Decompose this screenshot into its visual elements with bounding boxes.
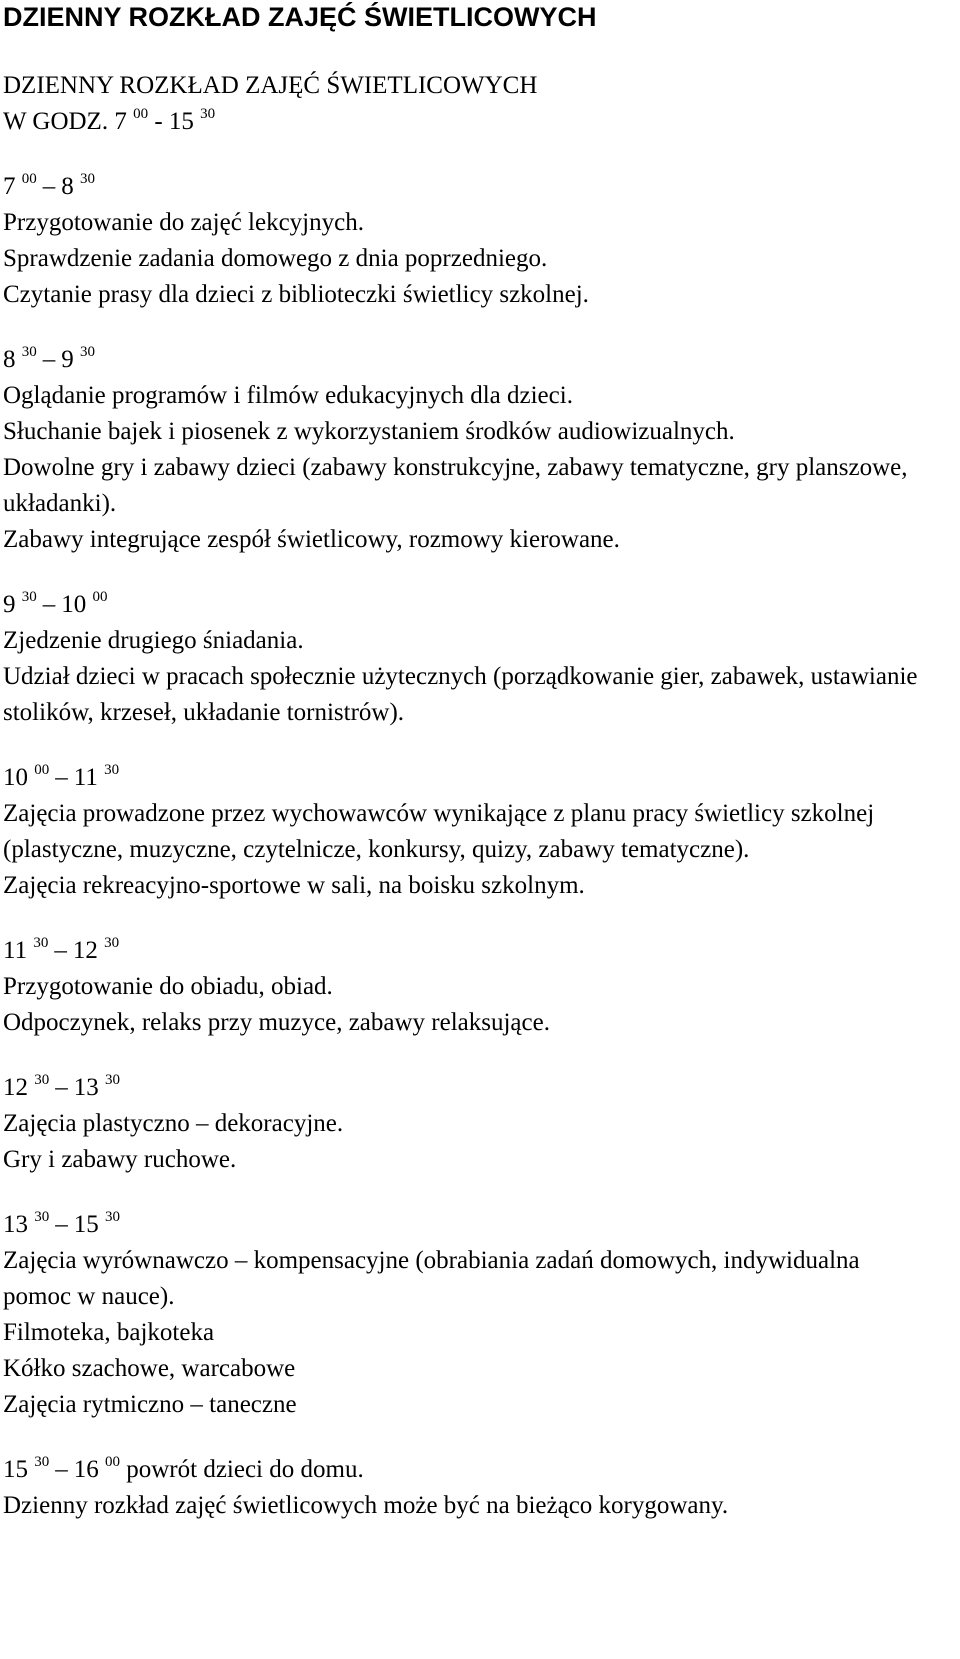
- start-minutes: 00: [21, 170, 37, 187]
- schedule-heading: [3, 68, 953, 140]
- range-dash: –: [55, 1456, 68, 1483]
- activity-line: Udział dzieci w pracach społecznie użytecznych (porządkowanie gier, zabawek, ustawianie stolików, krzeseł, układanie tornistrów).: [3, 663, 918, 726]
- time-range: [3, 1070, 953, 1106]
- schedule-final-block: [3, 1452, 953, 1524]
- end-minutes: 00: [105, 1453, 120, 1470]
- start-minutes: 30: [21, 343, 37, 360]
- range-dash: –: [55, 1074, 68, 1101]
- start-hour: 7: [3, 173, 16, 200]
- end-hour: 11: [73, 764, 98, 791]
- end-hour: 15: [73, 1211, 99, 1238]
- time-range: [3, 342, 953, 378]
- hours-end-minutes: 30: [200, 105, 216, 122]
- schedule-block: [3, 1207, 953, 1423]
- activity-line: Kółko szachowe, warcabowe: [3, 1355, 296, 1382]
- activity-line: Zajęcia rekreacyjno-sportowe w sali, na boisku szkolnym.: [3, 872, 585, 899]
- activity-line: Sprawdzenie zadania domowego z dnia poprzedniego.: [3, 245, 548, 272]
- schedule-block: [3, 587, 953, 731]
- activity-line: Przygotowanie do zajęć lekcyjnych.: [3, 209, 364, 236]
- start-hour: 9: [3, 591, 16, 618]
- end-hour: 16: [73, 1456, 99, 1483]
- range-dash: –: [55, 764, 68, 791]
- end-minutes: 30: [105, 1208, 120, 1225]
- schedule-hours: [3, 104, 953, 140]
- range-dash: –: [42, 173, 56, 200]
- activity-line: Zajęcia wyrównawczo – kompensacyjne (obrabiania zadań domowych, indywidualna pomoc w nauce).: [3, 1247, 860, 1310]
- page-title: DZIENNY ROZKŁAD ZAJĘĆ ŚWIETLICOWYCH: [3, 2, 597, 32]
- end-hour: 13: [73, 1074, 99, 1101]
- activity-line: Zjedzenie drugiego śniadania.: [3, 627, 304, 654]
- activity-line: Dowolne gry i zabawy dzieci (zabawy konstrukcyjne, zabawy tematyczne, gry planszowe, układanki).: [3, 454, 908, 517]
- start-hour: 12: [3, 1074, 28, 1101]
- schedule-heading-title: DZIENNY ROZKŁAD ZAJĘĆ ŚWIETLICOWYCH: [3, 72, 538, 99]
- start-minutes: 30: [33, 934, 49, 951]
- time-range: [3, 169, 953, 205]
- activity-line: Zajęcia prowadzone przez wychowawców wynikające z planu pracy świetlicy szkolnej (plastyczne, muzyczne, czytelnicze, konkursy, quizy, zabawy tematyczne).: [3, 800, 875, 863]
- schedule-note: Dzienny rozkład zajęć świetlicowych może być na bieżąco korygowany.: [3, 1492, 729, 1519]
- time-range: [3, 1452, 953, 1488]
- time-range: [3, 760, 953, 796]
- hours-start-minutes: 00: [133, 105, 149, 122]
- activity-line: Filmoteka, bajkoteka: [3, 1319, 215, 1346]
- hours-separator: - 15: [154, 108, 194, 135]
- end-hour: 12: [72, 937, 98, 964]
- start-hour: 13: [3, 1211, 28, 1238]
- end-minutes: 30: [80, 343, 95, 360]
- end-hour: 10: [61, 591, 87, 618]
- activity-line: Przygotowanie do obiadu, obiad.: [3, 973, 333, 1000]
- activity-line: Zajęcia rytmiczno – taneczne: [3, 1391, 297, 1418]
- schedule-block: [3, 1070, 953, 1178]
- end-minutes: 30: [105, 1071, 120, 1088]
- activity-line: Słuchanie bajek i piosenek z wykorzystaniem środków audiowizualnych.: [3, 418, 735, 445]
- document: [3, 0, 953, 1524]
- end-minutes: 00: [92, 588, 108, 605]
- time-range: [3, 933, 953, 969]
- return-home-text: powrót dzieci do domu.: [126, 1456, 364, 1483]
- schedule-block: [3, 760, 953, 904]
- range-dash: –: [55, 1211, 68, 1238]
- time-range: [3, 1207, 953, 1243]
- activity-line: Czytanie prasy dla dzieci z biblioteczki świetlicy szkolnej.: [3, 281, 589, 308]
- start-minutes: 30: [34, 1453, 50, 1470]
- activity-line: Odpoczynek, relaks przy muzyce, zabawy relaksujące.: [3, 1009, 550, 1036]
- end-minutes: 30: [80, 170, 95, 187]
- range-dash: –: [42, 346, 56, 373]
- end-minutes: 30: [104, 761, 120, 778]
- schedule-block: [3, 169, 953, 313]
- start-minutes: 30: [34, 1071, 50, 1088]
- end-hour: 8: [61, 173, 74, 200]
- activity-line: Zajęcia plastyczno – dekoracyjne.: [3, 1110, 344, 1137]
- activity-line: Gry i zabawy ruchowe.: [3, 1146, 237, 1173]
- range-dash: –: [42, 591, 56, 618]
- time-range: [3, 587, 953, 623]
- start-hour: 10: [3, 764, 28, 791]
- schedule-block: [3, 933, 953, 1041]
- activity-line: Zabawy integrujące zespół świetlicowy, rozmowy kierowane.: [3, 526, 620, 553]
- start-minutes: 30: [34, 1208, 50, 1225]
- start-minutes: 30: [21, 588, 37, 605]
- range-dash: –: [54, 937, 67, 964]
- hours-prefix: W GODZ. 7: [3, 108, 127, 135]
- start-hour: 8: [3, 346, 16, 373]
- activity-line: Oglądanie programów i filmów edukacyjnych dla dzieci.: [3, 382, 573, 409]
- end-hour: 9: [61, 346, 74, 373]
- start-minutes: 00: [34, 761, 50, 778]
- start-hour: 11: [3, 937, 28, 964]
- start-hour: 15: [3, 1456, 28, 1483]
- end-minutes: 30: [104, 934, 120, 951]
- schedule-block: [3, 342, 953, 558]
